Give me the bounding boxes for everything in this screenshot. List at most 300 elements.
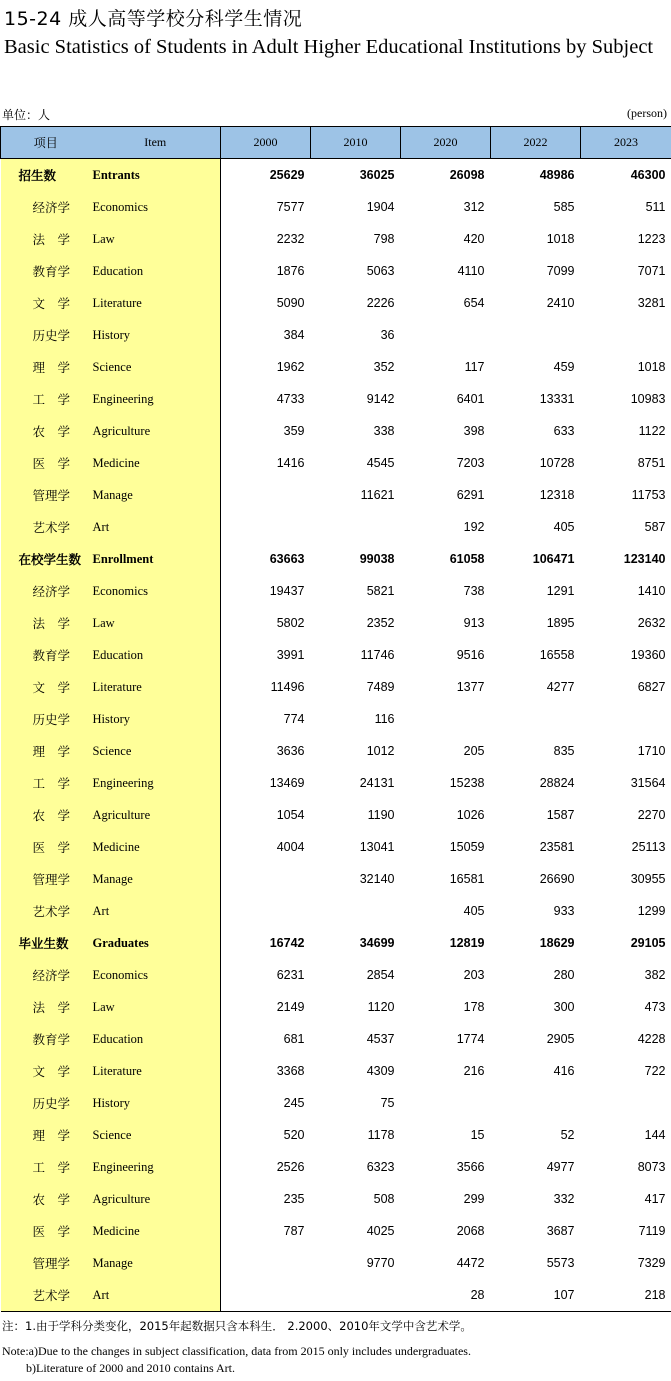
subject-label-chinese: 医 学	[1, 447, 91, 479]
value-cell: 1190	[367, 808, 395, 822]
value-cell	[491, 703, 581, 735]
value-cell: 8751	[637, 456, 666, 470]
value-cell: 3566	[456, 1160, 485, 1174]
value-cell: 11621	[360, 488, 395, 502]
group-label-chinese: 毕业生数	[1, 927, 91, 959]
subject-label-english: Art	[91, 1279, 221, 1312]
value-cell: 511	[645, 200, 666, 214]
value-cell: 681	[283, 1032, 305, 1046]
value-cell: 508	[373, 1192, 395, 1206]
value-cell: 3687	[546, 1224, 575, 1238]
value-cell: 774	[283, 712, 305, 726]
value-cell: 7203	[456, 456, 485, 470]
header-row	[1, 127, 671, 159]
value-cell: 4004	[276, 840, 305, 854]
value-cell: 835	[553, 744, 575, 758]
subject-label-chinese: 农 学	[1, 1183, 91, 1215]
value-cell: 192	[463, 520, 485, 534]
subject-label-chinese: 农 学	[1, 799, 91, 831]
subject-label-chinese: 管理学	[1, 479, 91, 511]
value-cell: 2632	[637, 616, 666, 630]
value-cell: 384	[283, 328, 305, 342]
value-cell: 7489	[366, 680, 395, 694]
value-cell: 31564	[630, 776, 666, 790]
table-row	[1, 799, 671, 831]
value-cell	[311, 895, 401, 927]
subject-label-chinese: 经济学	[1, 959, 91, 991]
subject-label-chinese: 艺术学	[1, 895, 91, 927]
value-cell: 15059	[449, 840, 485, 854]
value-cell: 2352	[366, 616, 395, 630]
value-cell: 798	[373, 232, 395, 246]
value-cell: 216	[463, 1064, 485, 1078]
value-cell: 1178	[367, 1128, 395, 1142]
value-cell: 203	[463, 968, 485, 982]
subject-label-english: Manage	[91, 479, 221, 511]
table-row	[1, 255, 671, 287]
subject-label-english: Education	[91, 255, 221, 287]
subject-label-english: Medicine	[91, 1215, 221, 1247]
value-cell	[311, 511, 401, 543]
subject-label-english: Literature	[91, 671, 221, 703]
value-cell: 5802	[276, 616, 305, 630]
subject-label-chinese: 文 学	[1, 1055, 91, 1087]
subject-label-chinese: 经济学	[1, 575, 91, 607]
note-english-a: Note:a)Due to the changes in subject classification, data from 2015 only includes undergraduates.	[2, 1344, 471, 1358]
value-cell: 280	[553, 968, 575, 982]
value-cell: 787	[283, 1224, 305, 1238]
subject-label-chinese: 理 学	[1, 1119, 91, 1151]
table-row	[1, 1183, 671, 1215]
subject-label-chinese: 艺术学	[1, 511, 91, 543]
value-cell	[491, 1087, 581, 1119]
value-cell: 5573	[546, 1256, 575, 1270]
value-cell: 28	[401, 1279, 491, 1312]
subject-label-chinese: 理 学	[1, 351, 91, 383]
value-cell: 4977	[546, 1160, 575, 1174]
subject-label-chinese: 管理学	[1, 863, 91, 895]
group-total-cell: 26098	[449, 168, 485, 182]
value-cell: 16558	[539, 648, 575, 662]
subject-label-chinese: 医 学	[1, 831, 91, 863]
subject-label-chinese: 法 学	[1, 991, 91, 1023]
table-row	[1, 895, 671, 927]
value-cell: 1012	[366, 744, 395, 758]
value-cell: 25113	[631, 840, 666, 854]
subject-label-chinese: 法 学	[1, 607, 91, 639]
table-row	[1, 351, 671, 383]
group-total-cell: 61058	[449, 552, 485, 566]
value-cell: 2526	[276, 1160, 305, 1174]
table-row	[1, 479, 671, 511]
group-label-english: Entrants	[91, 159, 221, 192]
value-cell: 312	[463, 200, 485, 214]
table-row	[1, 1151, 671, 1183]
table-row	[1, 1215, 671, 1247]
subject-label-chinese: 教育学	[1, 255, 91, 287]
value-cell: 10983	[630, 392, 666, 406]
value-cell: 7071	[637, 264, 666, 278]
subject-label-chinese: 艺术学	[1, 1279, 91, 1312]
header-year: 2022	[491, 127, 581, 159]
value-cell: 2905	[546, 1032, 575, 1046]
value-cell: 9516	[456, 648, 485, 662]
value-cell: 1710	[637, 744, 666, 758]
subject-label-english: History	[91, 1087, 221, 1119]
value-cell	[221, 1279, 311, 1312]
value-cell: 587	[644, 520, 666, 534]
value-cell: 245	[283, 1096, 305, 1110]
value-cell: 1410	[637, 584, 666, 598]
group-total-cell: 46300	[630, 168, 666, 182]
value-cell: 420	[463, 232, 485, 246]
group-total-cell: 63663	[269, 552, 305, 566]
value-cell: 1895	[546, 616, 575, 630]
value-cell	[581, 319, 671, 351]
value-cell: 6323	[366, 1160, 395, 1174]
value-cell: 6291	[456, 488, 485, 502]
value-cell: 6401	[456, 392, 485, 406]
subject-label-english: Law	[91, 991, 221, 1023]
value-cell: 4277	[546, 680, 575, 694]
subject-label-chinese: 历史学	[1, 1087, 91, 1119]
value-cell: 338	[373, 424, 395, 438]
value-cell: 15	[470, 1128, 485, 1142]
value-cell: 4025	[366, 1224, 395, 1238]
unit-label-chinese: 单位：人	[2, 108, 51, 122]
value-cell: 16581	[449, 872, 485, 886]
value-cell: 913	[463, 616, 485, 630]
value-cell	[221, 511, 311, 543]
subject-label-chinese: 历史学	[1, 703, 91, 735]
group-total-cell: 12819	[449, 936, 485, 950]
value-cell: 1587	[546, 808, 575, 822]
value-cell: 633	[553, 424, 575, 438]
value-cell: 417	[644, 1192, 666, 1206]
subject-label-chinese: 经济学	[1, 191, 91, 223]
table-row	[1, 319, 671, 351]
table-row	[1, 671, 671, 703]
value-cell: 1299	[637, 904, 666, 918]
value-cell: 5090	[276, 296, 305, 310]
value-cell: 4472	[456, 1256, 485, 1270]
value-cell: 26690	[539, 872, 575, 886]
value-cell: 4309	[366, 1064, 395, 1078]
group-total-cell: 16742	[269, 936, 305, 950]
value-cell: 30955	[630, 872, 666, 886]
table-row	[1, 1023, 671, 1055]
value-cell: 11746	[360, 648, 395, 662]
subject-label-english: Education	[91, 639, 221, 671]
value-cell: 36	[380, 328, 395, 342]
value-cell: 3281	[637, 296, 666, 310]
value-cell: 15238	[449, 776, 485, 790]
value-cell: 300	[553, 1000, 575, 1014]
table-row	[1, 959, 671, 991]
table-row	[1, 735, 671, 767]
value-cell: 1416	[276, 456, 305, 470]
subject-label-chinese: 管理学	[1, 1247, 91, 1279]
value-cell: 218	[581, 1279, 671, 1312]
value-cell: 23581	[539, 840, 575, 854]
value-cell: 382	[644, 968, 666, 982]
value-cell: 738	[463, 584, 485, 598]
group-row	[1, 927, 671, 959]
table-row	[1, 1279, 671, 1312]
group-row	[1, 543, 671, 575]
value-cell: 13041	[359, 840, 395, 854]
table-row	[1, 1119, 671, 1151]
subject-label-chinese: 文 学	[1, 287, 91, 319]
table-row	[1, 767, 671, 799]
subject-label-chinese: 医 学	[1, 1215, 91, 1247]
value-cell: 107	[491, 1279, 581, 1312]
table-row	[1, 1087, 671, 1119]
value-cell: 359	[283, 424, 305, 438]
group-total-cell: 29105	[630, 936, 666, 950]
table-row	[1, 1055, 671, 1087]
value-cell: 4228	[637, 1032, 666, 1046]
table-row	[1, 575, 671, 607]
group-total-cell: 106471	[532, 552, 575, 566]
value-cell: 1026	[456, 808, 485, 822]
subject-label-english: Law	[91, 607, 221, 639]
group-label-english: Enrollment	[91, 543, 221, 575]
subject-label-chinese: 工 学	[1, 383, 91, 415]
value-cell	[221, 895, 311, 927]
group-total-cell: 25629	[269, 168, 305, 182]
value-cell: 1904	[366, 200, 395, 214]
subject-label-english: Education	[91, 1023, 221, 1055]
header-item-chinese: 项目	[1, 127, 91, 159]
statistics-table	[0, 126, 671, 1312]
value-cell: 933	[553, 904, 575, 918]
value-cell	[221, 479, 311, 511]
subject-label-english: Economics	[91, 959, 221, 991]
value-cell: 459	[553, 360, 575, 374]
table-row	[1, 223, 671, 255]
value-cell: 75	[380, 1096, 395, 1110]
value-cell: 1054	[276, 808, 305, 822]
table-row	[1, 639, 671, 671]
value-cell: 3368	[276, 1064, 305, 1078]
value-cell: 7099	[546, 264, 575, 278]
group-total-cell: 48986	[539, 168, 575, 182]
value-cell	[491, 319, 581, 351]
value-cell: 116	[374, 712, 395, 726]
value-cell: 24131	[359, 776, 395, 790]
header-year: 2000	[221, 127, 311, 159]
value-cell: 398	[463, 424, 485, 438]
value-cell: 178	[463, 1000, 485, 1014]
value-cell: 235	[283, 1192, 305, 1206]
value-cell: 205	[463, 744, 485, 758]
value-cell: 2410	[546, 296, 575, 310]
header-item-english: Item	[91, 127, 221, 159]
value-cell: 2068	[456, 1224, 485, 1238]
table-row	[1, 1247, 671, 1279]
value-cell: 654	[463, 296, 485, 310]
group-label-english: Graduates	[91, 927, 221, 959]
subject-label-chinese: 理 学	[1, 735, 91, 767]
subject-label-english: History	[91, 319, 221, 351]
table-row	[1, 415, 671, 447]
value-cell: 9770	[366, 1256, 395, 1270]
value-cell: 520	[283, 1128, 305, 1142]
value-cell: 405	[553, 520, 575, 534]
value-cell	[311, 1279, 401, 1312]
table-row	[1, 447, 671, 479]
value-cell: 1876	[276, 264, 305, 278]
subject-label-english: Engineering	[91, 383, 221, 415]
value-cell: 1018	[637, 360, 666, 374]
header-year: 2020	[401, 127, 491, 159]
table-title-chinese: 15-24 成人高等学校分科学生情况	[4, 8, 303, 30]
subject-label-chinese: 历史学	[1, 319, 91, 351]
value-cell: 6231	[276, 968, 305, 982]
value-cell: 2149	[276, 1000, 305, 1014]
value-cell: 585	[553, 200, 575, 214]
subject-label-english: Science	[91, 1119, 221, 1151]
value-cell: 13469	[269, 776, 305, 790]
subject-label-chinese: 工 学	[1, 767, 91, 799]
value-cell: 3991	[276, 648, 305, 662]
table-row	[1, 191, 671, 223]
value-cell: 52	[560, 1128, 575, 1142]
subject-label-english: Manage	[91, 863, 221, 895]
table-row	[1, 511, 671, 543]
value-cell: 722	[644, 1064, 666, 1078]
subject-label-chinese: 农 学	[1, 415, 91, 447]
value-cell: 4545	[366, 456, 395, 470]
value-cell: 8073	[637, 1160, 666, 1174]
value-cell: 1962	[276, 360, 305, 374]
subject-label-english: Art	[91, 895, 221, 927]
subject-label-english: Law	[91, 223, 221, 255]
subject-label-english: Science	[91, 351, 221, 383]
value-cell: 1774	[456, 1032, 485, 1046]
group-label-chinese: 招生数	[1, 159, 91, 192]
value-cell: 9142	[366, 392, 395, 406]
table-row	[1, 831, 671, 863]
table-row	[1, 607, 671, 639]
value-cell	[581, 703, 671, 735]
value-cell	[401, 703, 491, 735]
value-cell	[401, 319, 491, 351]
table-title-english: Basic Statistics of Students in Adult Higher Educational Institutions by Subject	[4, 36, 654, 58]
table-row	[1, 863, 671, 895]
value-cell: 2232	[276, 232, 305, 246]
value-cell: 4733	[276, 392, 305, 406]
value-cell	[221, 863, 311, 895]
group-total-cell: 99038	[359, 552, 395, 566]
table-body	[1, 159, 671, 1312]
header-year: 2010	[311, 127, 401, 159]
value-cell: 1291	[546, 584, 575, 598]
value-cell: 3636	[276, 744, 305, 758]
value-cell: 28824	[539, 776, 575, 790]
value-cell: 2270	[637, 808, 666, 822]
subject-label-chinese: 教育学	[1, 639, 91, 671]
value-cell: 405	[463, 904, 485, 918]
subject-label-english: Agriculture	[91, 415, 221, 447]
group-total-cell: 34699	[359, 936, 395, 950]
value-cell	[581, 1087, 671, 1119]
value-cell: 144	[644, 1128, 666, 1142]
subject-label-english: Art	[91, 511, 221, 543]
value-cell: 299	[463, 1192, 485, 1206]
value-cell: 2226	[366, 296, 395, 310]
value-cell: 416	[553, 1064, 575, 1078]
value-cell: 11753	[631, 488, 666, 502]
value-cell: 6827	[637, 680, 666, 694]
subject-label-english: Engineering	[91, 1151, 221, 1183]
value-cell: 473	[644, 1000, 666, 1014]
value-cell: 7329	[637, 1256, 666, 1270]
note-english-b: b)Literature of 2000 and 2010 contains Art.	[26, 1361, 235, 1375]
subject-label-english: Medicine	[91, 447, 221, 479]
note-chinese: 注：1.由于学科分类变化，2015年起数据只含本科生． 2.2000、2010年文学中含艺术学。	[2, 1319, 472, 1333]
value-cell: 32140	[359, 872, 395, 886]
value-cell: 19437	[269, 584, 305, 598]
subject-label-english: Literature	[91, 1055, 221, 1087]
table-row	[1, 991, 671, 1023]
value-cell: 352	[373, 360, 395, 374]
subject-label-english: Economics	[91, 575, 221, 607]
value-cell: 5063	[366, 264, 395, 278]
group-label-chinese: 在校学生数	[1, 543, 91, 575]
value-cell	[401, 1087, 491, 1119]
value-cell: 1122	[638, 424, 666, 438]
value-cell: 1223	[637, 232, 666, 246]
value-cell: 10728	[539, 456, 575, 470]
value-cell: 4537	[366, 1032, 395, 1046]
subject-label-english: Economics	[91, 191, 221, 223]
value-cell: 332	[553, 1192, 575, 1206]
subject-label-english: Medicine	[91, 831, 221, 863]
group-total-cell: 123140	[623, 552, 666, 566]
subject-label-english: Manage	[91, 1247, 221, 1279]
subject-label-chinese: 教育学	[1, 1023, 91, 1055]
value-cell: 4110	[457, 264, 485, 278]
subject-label-chinese: 法 学	[1, 223, 91, 255]
subject-label-english: History	[91, 703, 221, 735]
subject-label-english: Engineering	[91, 767, 221, 799]
table-row	[1, 703, 671, 735]
value-cell: 7577	[276, 200, 305, 214]
value-cell: 5821	[366, 584, 395, 598]
unit-label-english: (person)	[627, 106, 667, 120]
value-cell: 1377	[456, 680, 485, 694]
value-cell: 19360	[630, 648, 666, 662]
subject-label-english: Agriculture	[91, 799, 221, 831]
value-cell: 1018	[546, 232, 575, 246]
group-total-cell: 36025	[359, 168, 395, 182]
header-year: 2023	[581, 127, 671, 159]
value-cell	[221, 1247, 311, 1279]
subject-label-english: Agriculture	[91, 1183, 221, 1215]
value-cell: 7119	[638, 1224, 666, 1238]
value-cell: 11496	[270, 680, 305, 694]
table-row	[1, 383, 671, 415]
subject-label-english: Science	[91, 735, 221, 767]
value-cell: 12318	[539, 488, 575, 502]
value-cell: 13331	[539, 392, 575, 406]
group-total-cell: 18629	[539, 936, 575, 950]
group-row	[1, 159, 671, 192]
value-cell: 1120	[367, 1000, 395, 1014]
subject-label-chinese: 工 学	[1, 1151, 91, 1183]
